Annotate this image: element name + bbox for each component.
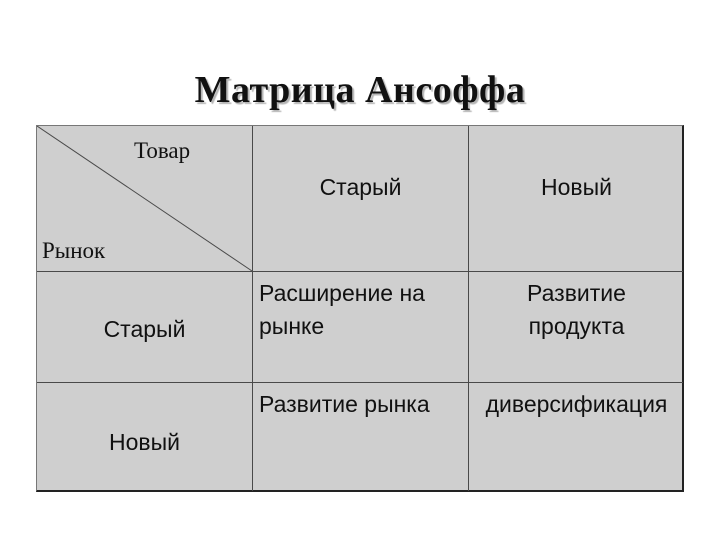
row-header-new: Новый [109,429,180,455]
corner-product-label: Товар [134,138,191,163]
column-header-new: Новый [541,174,612,200]
cell-product-development: Развитие продукта [527,280,626,339]
cell-market-penetration: Расширение на рынке [259,280,425,339]
cell-diversification: диверсификация [485,391,668,417]
corner-market-label: Рынок [42,238,106,263]
row-header-old: Старый [103,316,186,342]
grid-line-horizontal-2 [37,382,683,383]
column-header-old: Старый [319,174,402,200]
cell-market-development: Развитие рынка [259,391,430,417]
ansoff-matrix [36,125,684,492]
diagram-title: Матрица Ансоффа [194,69,526,111]
